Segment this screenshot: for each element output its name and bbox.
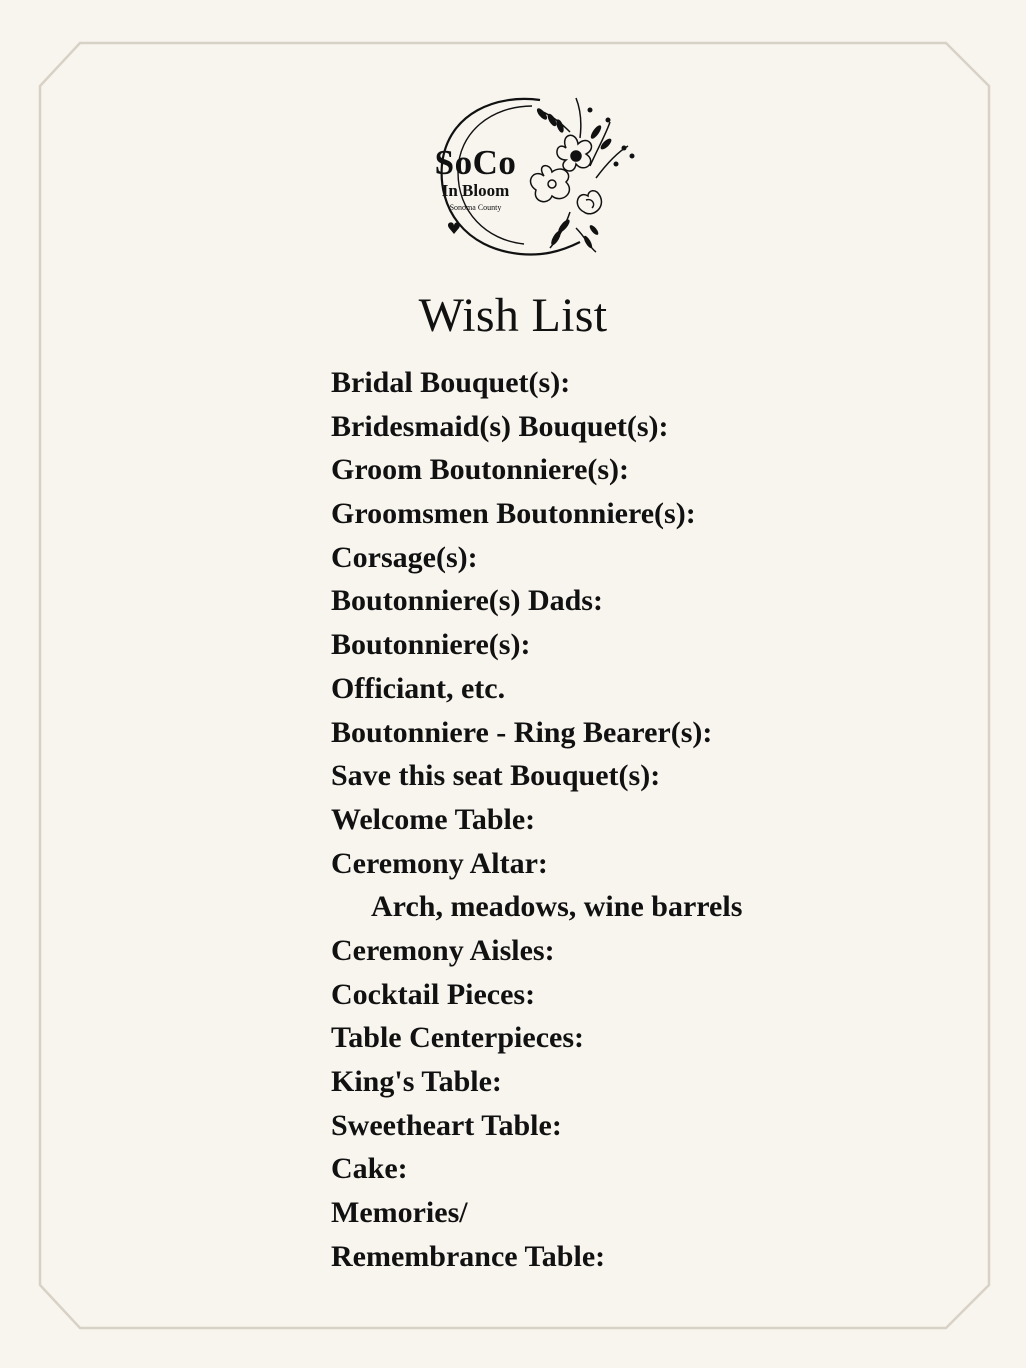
- wish-item-officiant: Officiant, etc.: [331, 671, 506, 705]
- wish-item-ring-bearer: Boutonniere - Ring Bearer(s):: [331, 715, 713, 749]
- wish-item-boutonniere: Boutonniere(s):: [331, 628, 531, 662]
- wish-item-bridesmaid-bouquet: Bridesmaid(s) Bouquet(s):: [331, 409, 669, 443]
- wish-item-welcome-table: Welcome Table:: [331, 802, 536, 836]
- wish-item-table-centerpieces: Table Centerpieces:: [331, 1021, 585, 1055]
- wish-item-memories: Memories/: [331, 1196, 468, 1230]
- wish-item-boutonniere-dads: Boutonniere(s) Dads:: [331, 584, 603, 618]
- wish-item-save-seat: Save this seat Bouquet(s):: [331, 759, 661, 793]
- wish-list: [331, 364, 742, 1281]
- wish-item-bridal-bouquet: Bridal Bouquet(s):: [331, 366, 571, 399]
- wish-item-cocktail-pieces: Cocktail Pieces:: [331, 977, 536, 1011]
- wish-item-cake: Cake:: [331, 1152, 408, 1186]
- wish-item-groom-boutonniere: Groom Boutonniere(s):: [331, 453, 630, 487]
- wish-item-ceremony-aisles: Ceremony Aisles:: [331, 933, 555, 967]
- wish-item-remembrance-table: Remembrance Table:: [331, 1239, 606, 1273]
- wish-item-corsage: Corsage(s):: [331, 540, 478, 574]
- wish-item-groomsmen-boutonniere: Groomsmen Boutonniere(s):: [331, 497, 696, 531]
- wish-item-ceremony-altar: Ceremony Altar:: [331, 846, 548, 880]
- wish-item-sweetheart-table: Sweetheart Table:: [331, 1108, 562, 1142]
- page-title: Wish List: [418, 289, 608, 342]
- brand-name: SoCo: [434, 143, 517, 182]
- wish-item-kings-table: King's Table:: [331, 1065, 502, 1098]
- brand-location: Sonoma County: [449, 203, 502, 212]
- wish-item-altar-details: Arch, meadows, wine barrels: [371, 890, 743, 924]
- brand-tagline: In Bloom: [441, 181, 510, 200]
- logo-text: [428, 145, 523, 212]
